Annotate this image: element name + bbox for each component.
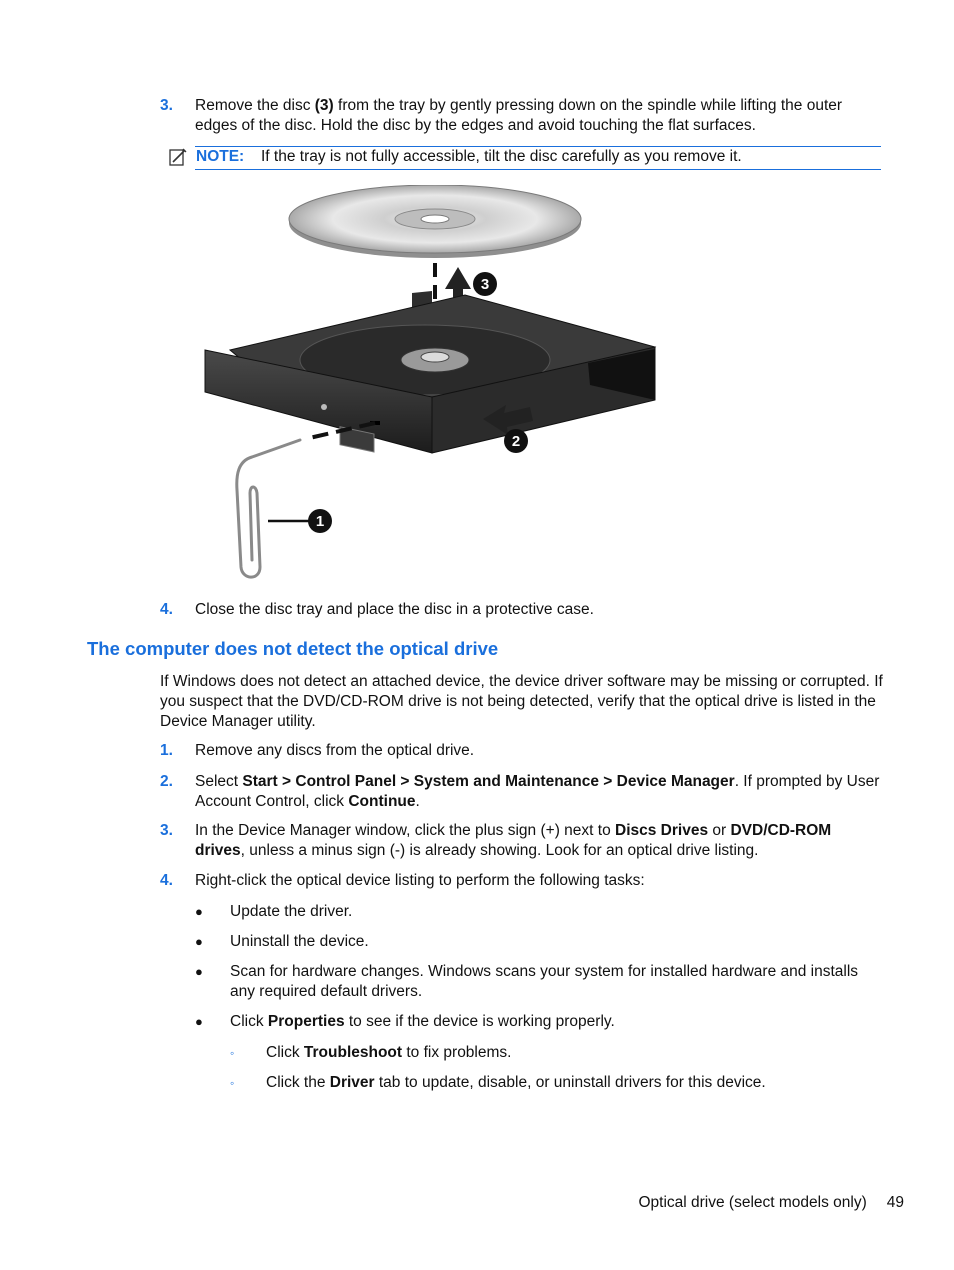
sub-bullet-icon: ◦ <box>230 1076 235 1090</box>
step-text: In the Device Manager window, click the plus sign (+) next to Discs Drives or DVD/CD-ROM drives, unless a minus sign (-) is already showing. Look for an optical drive listing. <box>195 822 832 859</box>
page-number: 49 <box>886 1194 904 1211</box>
step-number: 4. <box>160 872 173 889</box>
bullet-text: Update the driver. <box>230 903 353 920</box>
step-text: Remove any discs from the optical drive. <box>195 742 475 759</box>
note-pencil-icon <box>168 147 188 167</box>
callout-2 <box>504 429 528 453</box>
callout-3 <box>473 272 497 296</box>
callout-1 <box>308 509 332 533</box>
note-label: NOTE: <box>196 148 245 165</box>
disc-icon <box>289 185 581 258</box>
bullet-icon: ● <box>195 934 203 949</box>
bullet-icon: ● <box>195 1014 203 1029</box>
bullet-icon: ● <box>195 964 203 979</box>
sub-bullet-text: Click the Driver tab to update, disable, or uninstall drivers for this device. <box>266 1074 766 1091</box>
step-text: Close the disc tray and place the disc in a protective case. <box>195 601 594 618</box>
step-text: Right-click the optical device listing to perform the following tasks: <box>195 872 645 889</box>
bullet-icon: ● <box>195 904 203 919</box>
step-number: 4. <box>160 601 173 618</box>
bullet-text: Scan for hardware changes. Windows scans your system for installed hardware and installs any required default drivers. <box>230 963 859 1000</box>
step-text: Remove the disc (3) from the tray by gently pressing down on the spindle while lifting the outer edges of the disc. Hold the disc by the edges and avoid touching the flat surfaces. <box>195 97 843 134</box>
callout-2-label: 2 <box>511 433 521 450</box>
optical-drive-figure <box>200 185 670 585</box>
sub-bullet-text: Click Troubleshoot to fix problems. <box>266 1044 512 1061</box>
intro-paragraph: If Windows does not detect an attached device, the device driver software may be missing or corrupted. If you suspect that the DVD/CD-ROM drive is not being detected, verify that the optical drive is listed in the Device Manager utility. <box>160 673 883 730</box>
step-text: Select Start > Control Panel > System and Maintenance > Device Manager. If prompted by User Account Control, click Continue. <box>195 773 880 810</box>
bullet-text: Click Properties to see if the device is working properly. <box>230 1013 615 1030</box>
step-number: 1. <box>160 742 173 759</box>
bullet-text: Uninstall the device. <box>230 933 369 950</box>
note-text: If the tray is not fully accessible, tilt the disc carefully as you remove it. <box>261 148 742 165</box>
footer-section-title: Optical drive (select models only) <box>638 1194 867 1211</box>
callout-3-label: 3 <box>480 276 490 293</box>
note-box <box>195 146 881 170</box>
step-number: 3. <box>160 97 173 114</box>
callout-1-label: 1 <box>315 513 325 530</box>
optical-drive-icon <box>205 291 655 453</box>
step-number: 3. <box>160 822 173 839</box>
sub-bullet-icon: ◦ <box>230 1046 235 1060</box>
section-heading: The computer does not detect the optical drive <box>87 638 499 659</box>
page-footer <box>638 1193 904 1213</box>
step-number: 2. <box>160 773 173 790</box>
